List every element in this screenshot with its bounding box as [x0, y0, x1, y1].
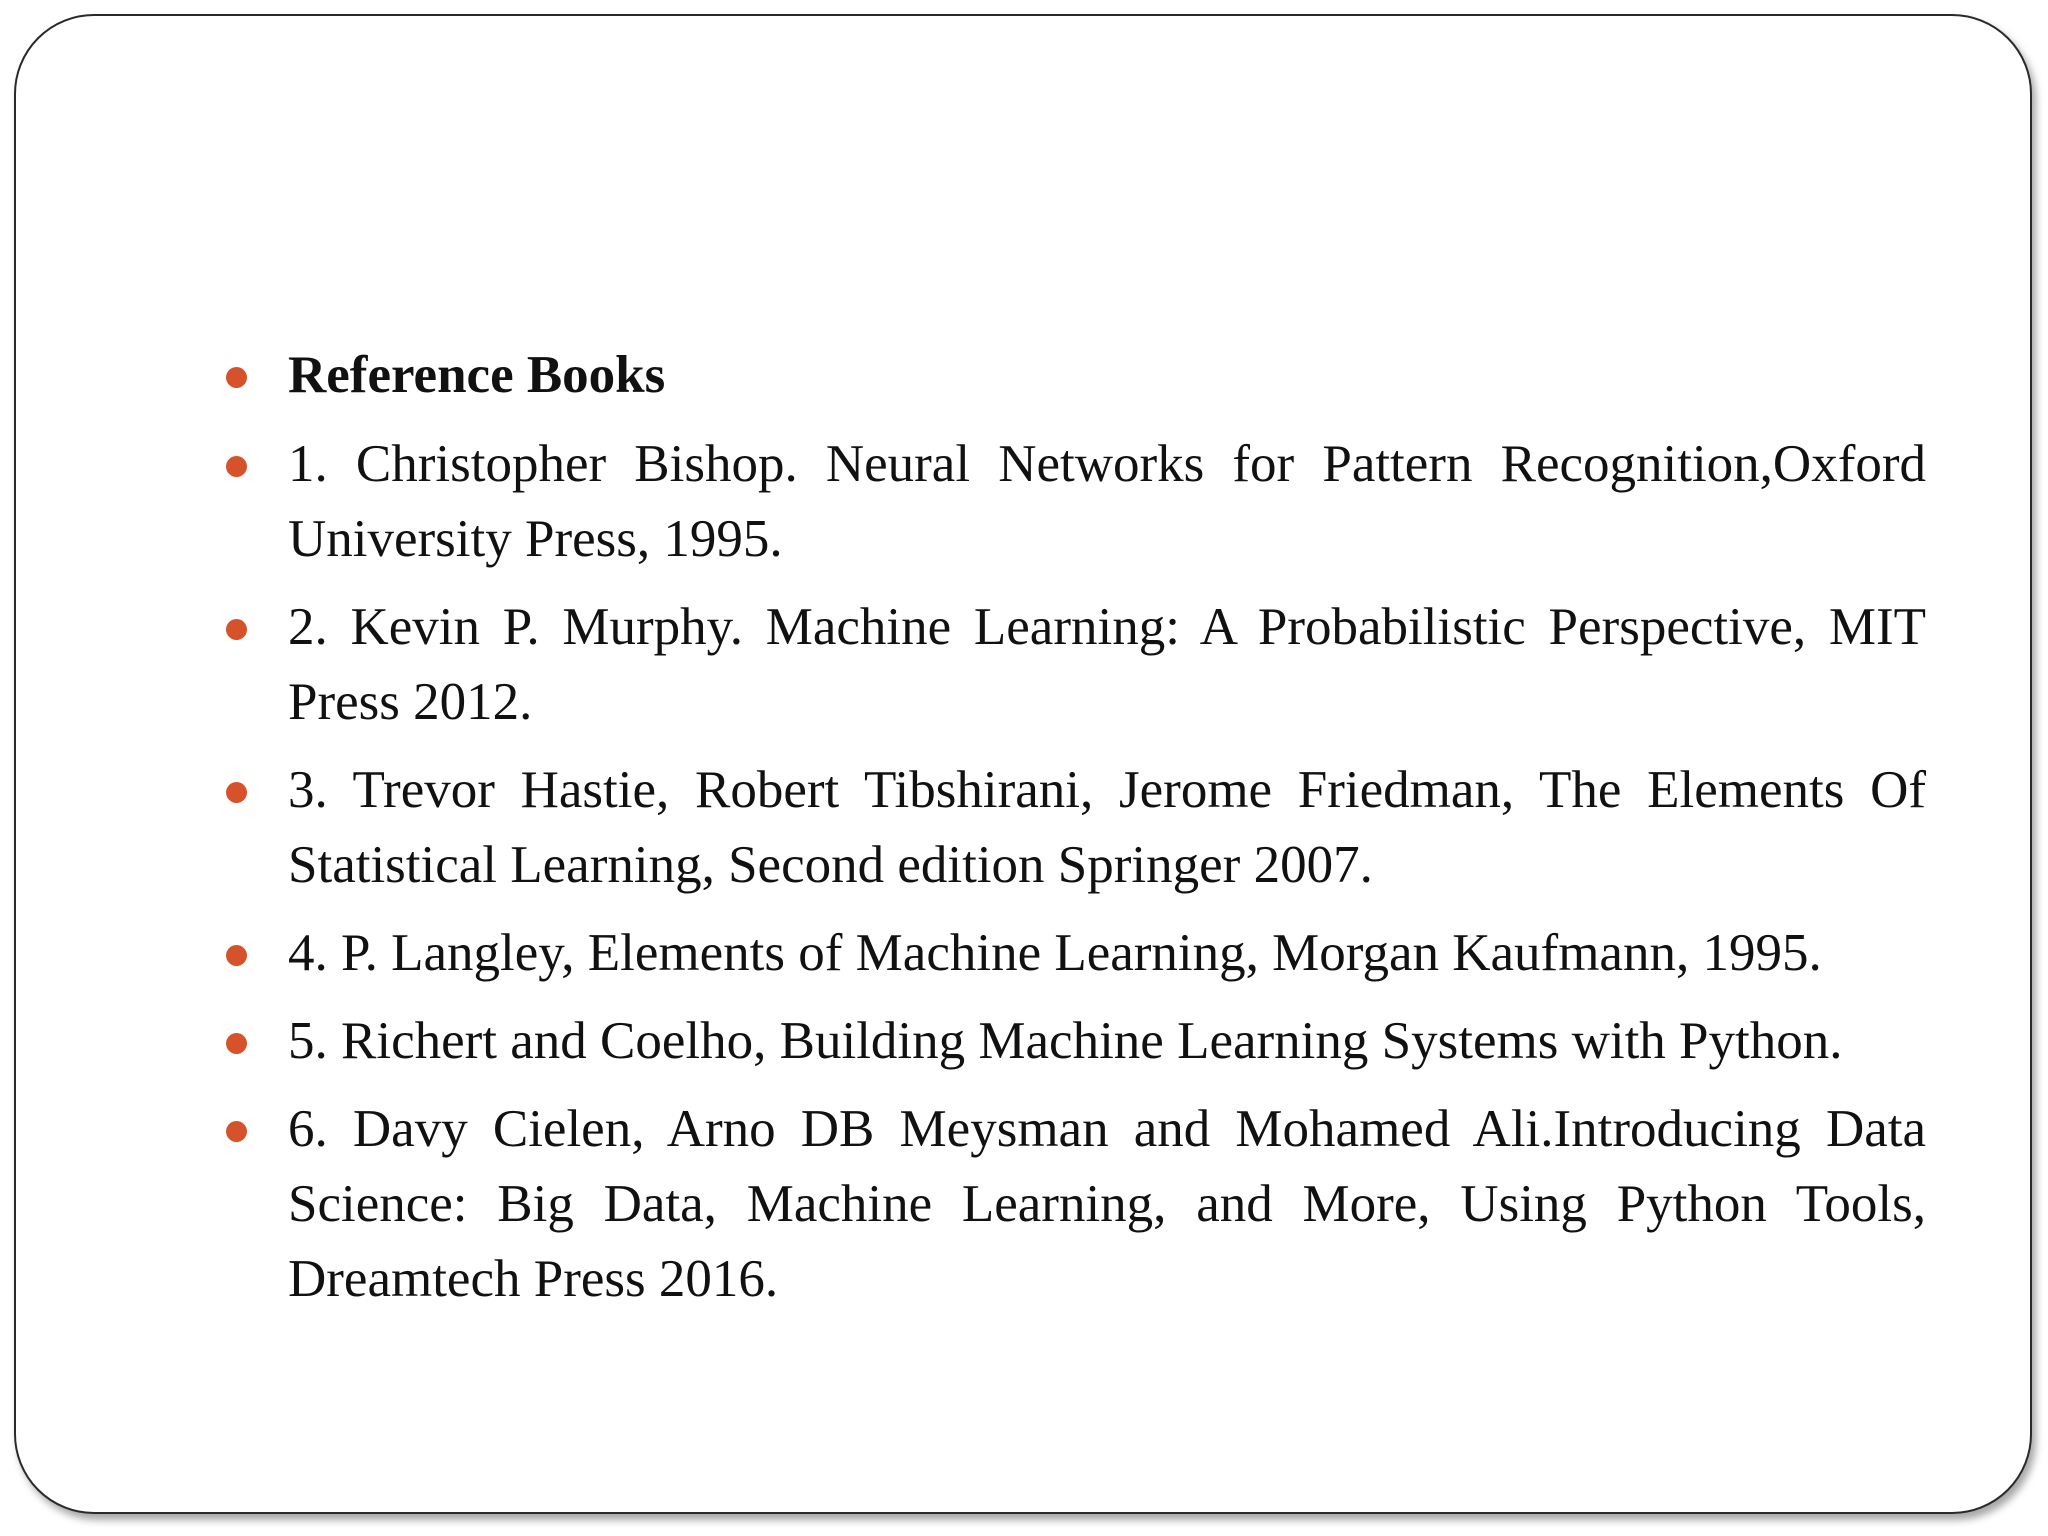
reference-list: [226, 338, 1926, 1317]
bullet-icon: [226, 456, 247, 477]
reference-text: 5. Richert and Coelho, Building Machine Learning Systems with Python.: [288, 1012, 1843, 1070]
bullet-icon: [226, 367, 247, 388]
reference-item-3: [226, 753, 1926, 903]
reference-heading-item: [226, 338, 1926, 413]
reference-text: 4. P. Langley, Elements of Machine Learning, Morgan Kaufmann, 1995.: [288, 924, 1822, 982]
reference-text: 3. Trevor Hastie, Robert Tibshirani, Jerome Friedman, The Elements Of Statistical Learning, Second edition Springer 2007.: [288, 761, 1926, 894]
bullet-icon: [226, 782, 247, 803]
slide-content: [226, 338, 1926, 1330]
bullet-icon: [226, 1033, 247, 1054]
bullet-icon: [226, 619, 247, 640]
reference-text: 1. Christopher Bishop. Neural Networks for Pattern Recognition,Oxford University Press, 1995.: [288, 435, 1926, 568]
reference-text: 6. Davy Cielen, Arno DB Meysman and Mohamed Ali.Introducing Data Science: Big Data, Machine Learning, and More, Using Python Tools, Dreamtech Press 2016.: [288, 1100, 1926, 1308]
reference-text: 2. Kevin P. Murphy. Machine Learning: A Probabilistic Perspective, MIT Press 2012.: [288, 598, 1926, 731]
reference-item-1: [226, 427, 1926, 577]
bullet-icon: [226, 945, 247, 966]
reference-item-2: [226, 590, 1926, 740]
reference-item-6: [226, 1092, 1926, 1317]
reference-item-4: [226, 916, 1926, 991]
reference-heading: Reference Books: [288, 346, 666, 404]
reference-item-5: [226, 1004, 1926, 1079]
bullet-icon: [226, 1121, 247, 1142]
